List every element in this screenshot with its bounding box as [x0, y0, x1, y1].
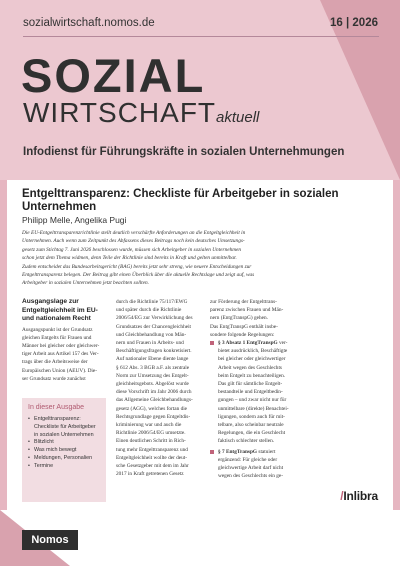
- toc-item-label: Termine: [34, 462, 54, 469]
- body-line: Das EntgTranspG enthält insbe-: [210, 323, 278, 330]
- title-aktuell: aktuell: [216, 109, 260, 126]
- body-line: tiger Arbeit aus Artikel 157 des Ver-: [22, 351, 99, 358]
- left-accent-stripe: [0, 180, 7, 510]
- bullet-icon: •: [28, 416, 30, 422]
- inlibra-logo-slash: /: [340, 489, 344, 503]
- body-line: bietet ausdrücklich, Beschäftigte: [218, 348, 288, 355]
- abstract-line: Arbeitgeber in sozialen Unternehmen jetzt beachten sollten.: [22, 280, 149, 287]
- body-line: faktisch schlechter stellen.: [218, 438, 275, 445]
- publication-subtitle: Infodienst für Führungskräfte in sozialen Unternehmungen: [23, 146, 345, 158]
- body-line: bei gleicher oder gleichwertiger: [218, 356, 286, 363]
- body-line: 2006/54/EG zur Verwirklichung des: [116, 315, 193, 322]
- bullet-item-head: § 3 Absatz 1 EntgTranspG: [218, 340, 278, 346]
- toc-item[interactable]: [28, 455, 100, 463]
- header-divider: [23, 36, 379, 37]
- bullet-icon: •: [28, 454, 30, 461]
- bullet-item-head: § 7 EntgTranspG: [218, 448, 258, 455]
- body-line: Norm zur Umsetzung des Entgelt-: [116, 372, 189, 379]
- article-title: Entgelttransparenz: Checkliste für Arbeitgeber in sozialen Unternehmen: [22, 188, 339, 213]
- abstract-line: Unternehmen. Auch wenn zum Zeitpunkt des Abfassens dieses Beitrags noch kein deutsches Umsetzungs-: [22, 238, 245, 245]
- body-line: Beschäftigungsfragen konkretisiert.: [116, 348, 192, 355]
- body-line: tung mehr Entgelttransparenz und: [116, 446, 188, 453]
- bullet-item-1: [210, 339, 380, 446]
- body-line: zur Förderung der Entgelttrans-: [210, 299, 277, 305]
- section-heading: Ausgangslage zur Entgeltgleichheit im EU- und nationalem Recht: [22, 298, 98, 322]
- body-line: Europäischen Union (AEUV). Die-: [22, 367, 98, 374]
- body-line: Ausgangspunkt ist der Grundsatz: [22, 326, 93, 333]
- abstract-line: Entgelttransparenz belegen. Der Beitrag gibt einen Überblick über die aktuelle Rechtslage und zeigt auf, was: [22, 272, 255, 279]
- body-line: wegen des Geschlechts ein ge-: [218, 473, 284, 480]
- body-line: Richtlinie 2006/54/EG umsetzte.: [116, 430, 186, 437]
- title-sozial: SOZIAL: [21, 49, 206, 102]
- toc-item-label: Entgelttransparenz: Checkliste für Arbeitgeber in sozialen Unternehmen: [34, 416, 96, 438]
- body-line: statuiert: [258, 448, 276, 455]
- table-of-contents-box: [22, 398, 106, 502]
- toc-item-label: Was mich bewegt: [34, 447, 77, 454]
- article-abstract: [22, 229, 378, 288]
- body-line: unmittelbare (direkte) Benachtei-: [218, 405, 289, 412]
- body-line: beim Entgelt zu benachteiligen.: [218, 372, 286, 379]
- abstract-line: gesetz zum Stichtag 7. Juni 2026 beschlossen wurde, müssen sich Arbeitgeber in sozialen Unternehmen: [22, 246, 242, 253]
- body-line: gesetz (AGG), welches fortan die: [116, 405, 188, 412]
- body-line: nern und Frauen in Arbeits- und: [116, 340, 184, 347]
- title-wirtschaft: [23, 99, 259, 127]
- right-accent-stripe: [393, 180, 400, 510]
- body-line: 2017 in Kraft getretenen Gesetz: [116, 471, 184, 478]
- body-line: parenz zwischen Frauen und Män-: [210, 307, 284, 314]
- square-bullet-icon: [210, 450, 214, 454]
- bullet-icon: •: [28, 447, 30, 454]
- body-line: und später durch die Richtlinie: [116, 307, 182, 314]
- issue-number: 16 | 2026: [330, 17, 378, 29]
- bullet-item-2: [210, 448, 380, 481]
- toc-item[interactable]: [28, 416, 100, 439]
- bullet-icon: •: [28, 439, 30, 446]
- body-line: trags über die Arbeitsweise der: [22, 359, 88, 366]
- body-line: gleichheitsgebots. Abgelöst wurde: [116, 381, 189, 388]
- abstract-line: Die EU-Entgelttransparenzrichtlinie stellt deutlich verschärfte Anforderungen an die Entgeltgleichheit in: [22, 230, 246, 236]
- toc-title: In dieser Ausgabe: [28, 404, 85, 411]
- body-line: kriminierung war und auch die: [116, 422, 182, 429]
- body-line: Entgeltgleichheit wollte der deut-: [116, 454, 188, 461]
- body-line: ergänzend: Für gleiche oder: [218, 456, 278, 463]
- body-line: und Gleichbehandlung von Män-: [116, 331, 187, 338]
- body-line: Rechtsgrundlage gegen Entgeltdis-: [116, 413, 191, 420]
- body-line: gungen – und zwar nicht nur für: [218, 397, 287, 404]
- body-line: bestandteile und Entgeltbedin-: [218, 389, 283, 396]
- abstract-line: schon jetzt dem Thema widmen, denn Teile der Richtlinie sind bereits in Kraft und gelten unmittelbar.: [22, 255, 237, 262]
- body-line: § 612 Abs. 3 BGB a.F. als zentrale: [116, 364, 190, 371]
- body-line: sondere folgende Regelungen:: [210, 331, 275, 338]
- body-line: gleichen Entgelts für Frauen und: [22, 334, 92, 341]
- body-line: Grundsatzes der Chancengleichheit: [116, 323, 192, 330]
- title-wirtschaft-text: WIRTSCHAFT: [23, 97, 217, 128]
- toc-item[interactable]: [28, 463, 100, 471]
- website-url[interactable]: sozialwirtschaft.nomos.de: [23, 17, 155, 29]
- toc-item[interactable]: [28, 447, 100, 455]
- body-line: nern (EntgTranspG) gehen.: [210, 315, 268, 322]
- toc-item[interactable]: [28, 439, 100, 447]
- body-line: ver-: [278, 340, 288, 346]
- column-4: [210, 339, 380, 480]
- nomos-logo: Nomos: [22, 530, 78, 550]
- column-3: [210, 298, 292, 339]
- body-line: Einen deutlichen Schritt in Rich-: [116, 438, 186, 445]
- body-line: ligungen, sondern auch für mit-: [218, 413, 285, 420]
- toc-item-label: Blitzlicht: [34, 439, 54, 446]
- body-line: gleichwertige Arbeit darf nicht: [218, 465, 284, 472]
- body-line: Auf nationaler Ebene diente lange: [116, 356, 189, 363]
- body-line: durch die Richtlinie 75/117/EWG: [116, 299, 188, 305]
- bullet-icon: •: [28, 462, 30, 469]
- square-bullet-icon: [210, 341, 214, 345]
- body-line: Das gilt für sämtliche Entgelt-: [218, 381, 283, 388]
- body-line: Arbeit wegen des Geschlechts: [218, 364, 282, 371]
- column-1: [22, 298, 104, 383]
- column-2: [116, 298, 198, 478]
- body-line: das Allgemeine Gleichbehandlungs-: [116, 397, 193, 404]
- inlibra-logo-text: Inlibra: [343, 489, 378, 503]
- body-line: diese Vorschrift im Jahr 2006 durch: [116, 389, 192, 396]
- body-line: Männer bei gleicher oder gleichwer-: [22, 342, 100, 349]
- toc-item-label: Meldungen, Personalien: [34, 454, 93, 461]
- body-line: ser Grundsatz wurde zunächst: [22, 375, 86, 382]
- body-line: telbare, also scheinbar neutrale: [218, 422, 284, 429]
- article-authors: Philipp Melle, Angelika Pugi: [22, 215, 127, 225]
- abstract-line: Zudem entscheidet das Bundesarbeitsgericht (BAG) bereits jetzt sehr streng, wie neuere Entscheidungen zur: [22, 263, 252, 270]
- masthead: [0, 0, 400, 180]
- body-line: sche Gesetzgeber mit dem im Jahr: [116, 463, 189, 470]
- body-line: Regelungen, die ein Geschlecht: [218, 430, 286, 437]
- toc-list: [28, 416, 100, 471]
- inlibra-logo: [340, 489, 378, 503]
